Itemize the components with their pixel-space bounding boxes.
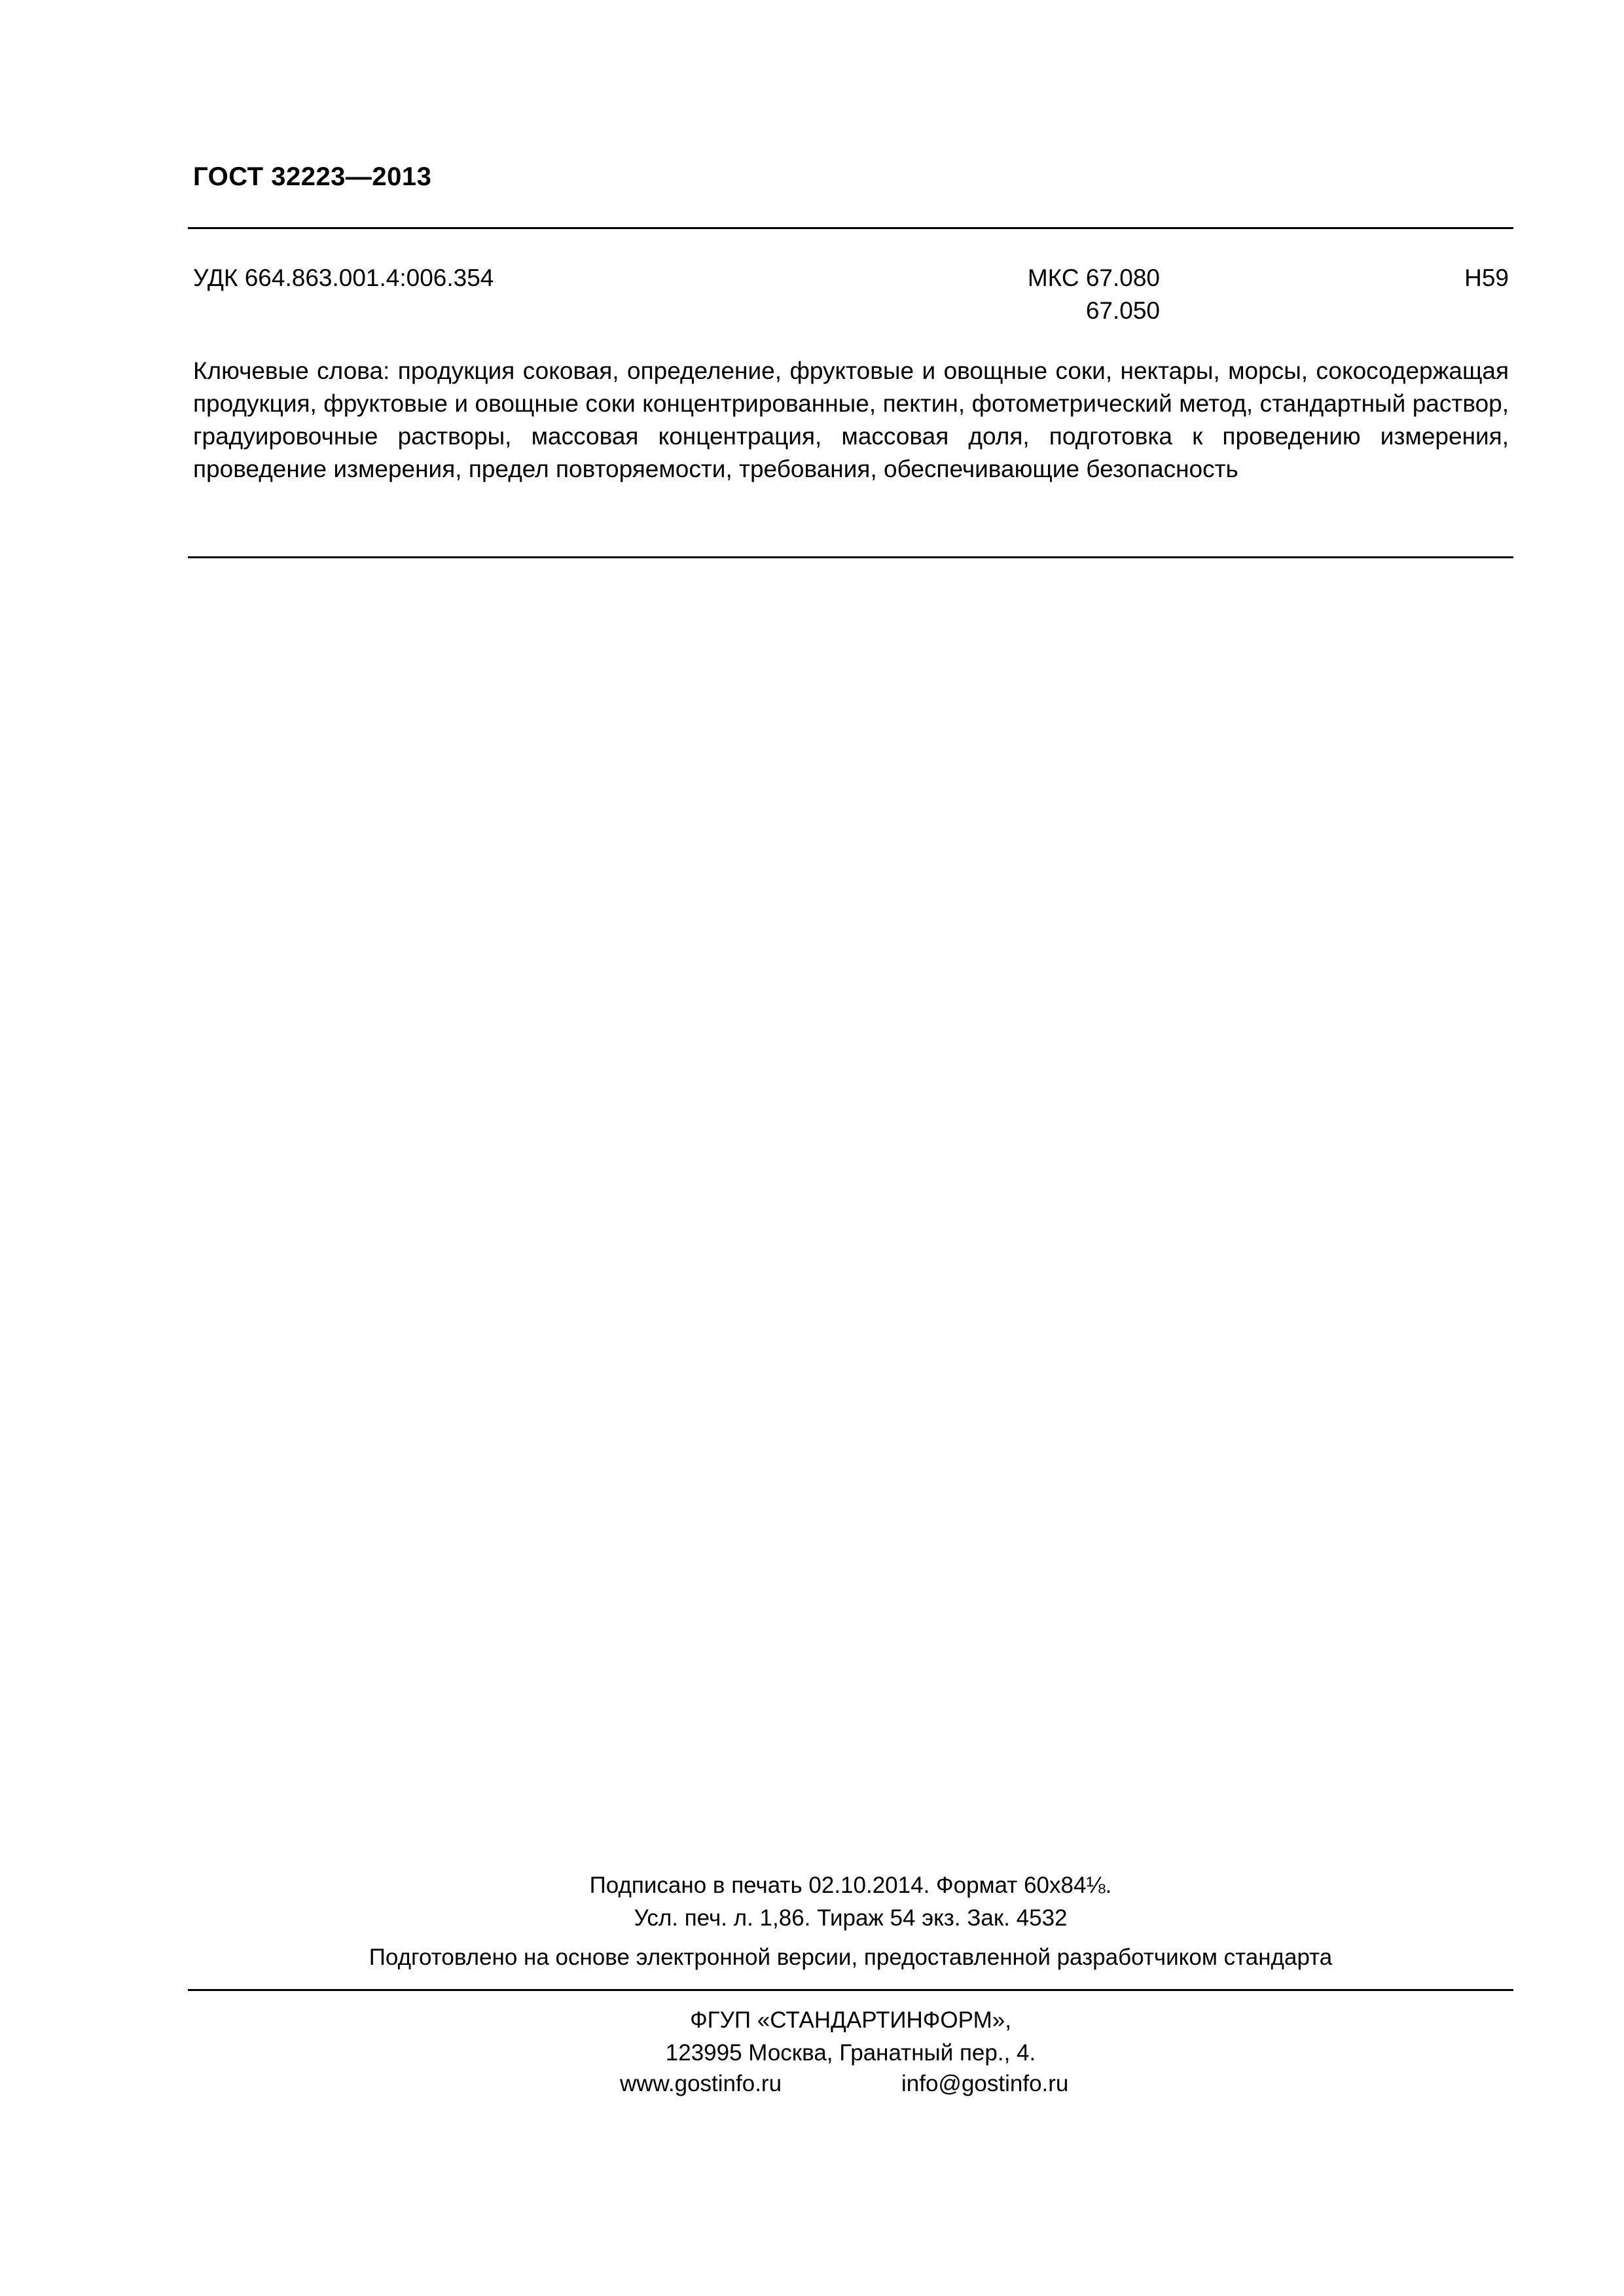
mks-codes	[818, 262, 1160, 327]
publisher-email-link[interactable]: info@gostinfo.ru	[901, 2071, 1069, 2096]
print-run-line: Усл. печ. л. 1,86. Тираж 54 экз. Зак. 4532	[634, 1905, 1068, 1931]
publisher-website-link[interactable]: www.gostinfo.ru	[620, 2071, 782, 2096]
keywords-divider	[188, 556, 1513, 558]
keywords-paragraph: Ключевые слова: продукция соковая, определение, фруктовые и овощные соки, нектары, морсы, сокосодержащая продукция, фруктовые и овощные соки концентрированные, пектин, фотометрический метод, стандартный раствор, градуировочные растворы, массовая концентрация, массовая доля, подготовка к проведению измерения, проведение измерения, предел повторяемости, требования, обеспечивающие безопасность	[193, 357, 1509, 482]
standard-id-header: ГОСТ 32223—2013	[193, 162, 432, 191]
publisher-divider	[188, 1989, 1513, 1991]
udk-code: УДК 664.863.001.4:006.354	[193, 264, 494, 291]
top-divider	[188, 227, 1513, 229]
classification-row	[193, 262, 1509, 334]
prepared-note: Подготовлено на основе электронной версии, предоставленной разработчиком стандарта	[369, 1945, 1333, 1970]
publisher-address: 123995 Москва, Гранатный пер., 4.	[665, 2040, 1036, 2066]
mks-code-primary: МКС 67.080	[1027, 264, 1160, 291]
print-signoff-line: Подписано в печать 02.10.2014. Формат 60x84⅛.	[589, 1873, 1112, 1898]
okp-code: Н59	[1464, 264, 1509, 291]
publisher-name: ФГУП «СТАНДАРТИНФОРМ»,	[690, 2007, 1011, 2033]
mks-code-secondary: 67.050	[1085, 297, 1160, 324]
